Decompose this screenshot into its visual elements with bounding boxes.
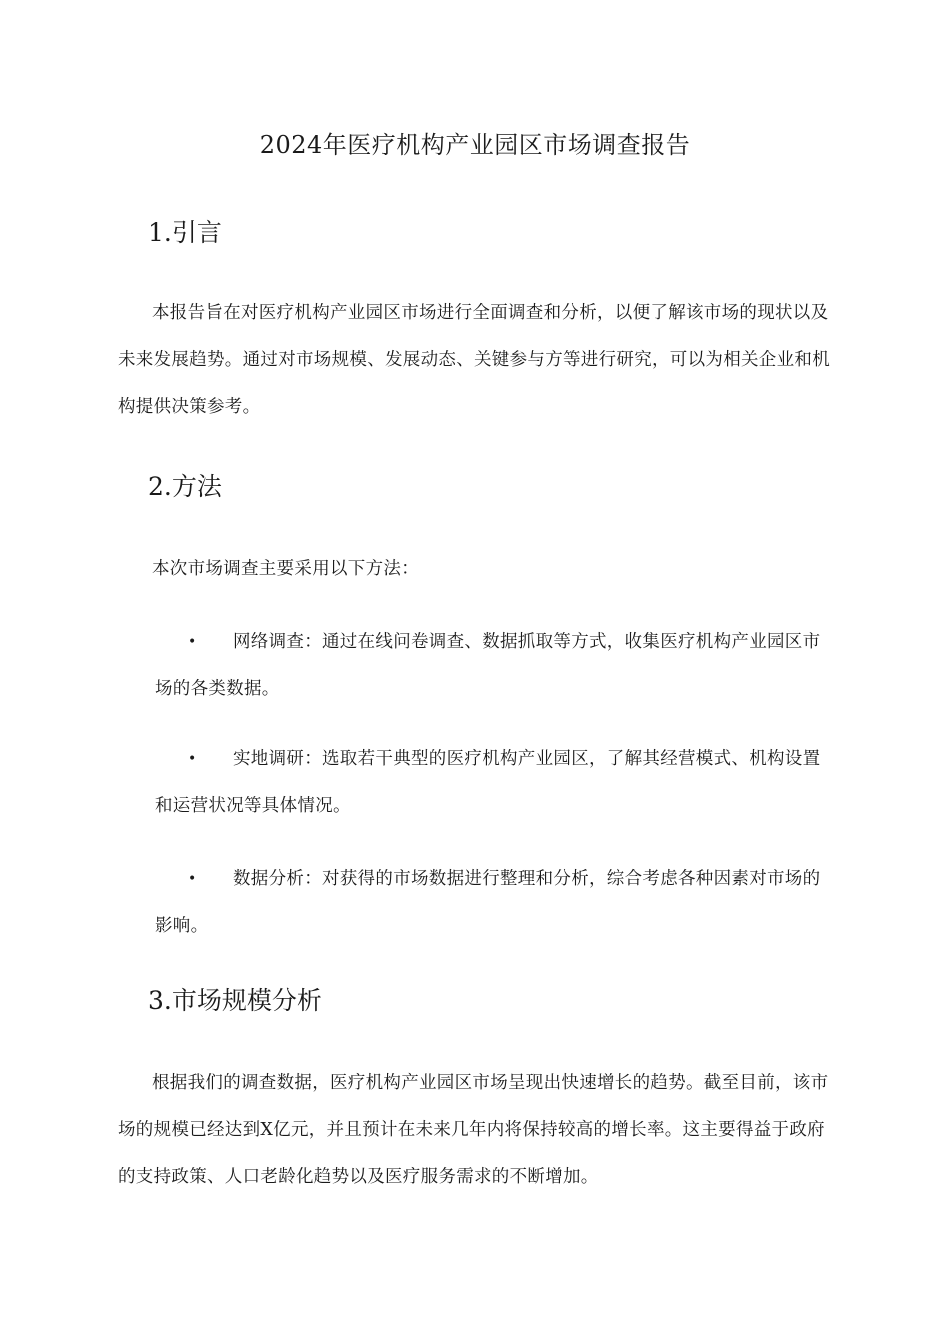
list-item-text: 网络调查：通过在线问卷调查、数据抓取等方式，收集医疗机构产业园区市场的各类数据。 (155, 632, 821, 699)
market-size-paragraph: 根据我们的调查数据，医疗机构产业园区市场呈现出快速增长的趋势。截至目前，该市场的规模已经达到X亿元，并且预计在未来几年内将保持较高的增长率。这主要得益于政府的支持政策、人口老龄化趋势以及医疗服务需求的不断增加。 (118, 1073, 829, 1187)
list-item-text: 数据分析：对获得的市场数据进行整理和分析，综合考虑各种因素对市场的影响。 (155, 869, 821, 936)
list-item-online-survey (155, 619, 835, 713)
introduction-paragraph: 本报告旨在对医疗机构产业园区市场进行全面调查和分析，以便了解该市场的现状以及未来发展趋势。通过对市场规模、发展动态、关键参与方等进行研究，可以为相关企业和机构提供决策参考。 (118, 303, 830, 417)
section-heading-introduction: 1.引言 (148, 218, 222, 247)
methods-intro-paragraph: 本次市场调查主要采用以下方法： (152, 559, 419, 579)
list-item-text: 实地调研：选取若干典型的医疗机构产业园区，了解其经营模式、机构设置和运营状况等具体情况。 (155, 749, 821, 816)
bullet-marker: • (188, 634, 197, 650)
bullet-marker: • (188, 871, 197, 887)
list-item-data-analysis (155, 856, 835, 950)
list-item-field-research (155, 736, 835, 830)
bullet-marker: • (188, 751, 197, 767)
section-heading-market-size: 3.市场规模分析 (148, 986, 322, 1015)
document-title: 2024年医疗机构产业园区市场调查报告 (259, 131, 691, 159)
section-heading-methods: 2.方法 (148, 472, 222, 501)
